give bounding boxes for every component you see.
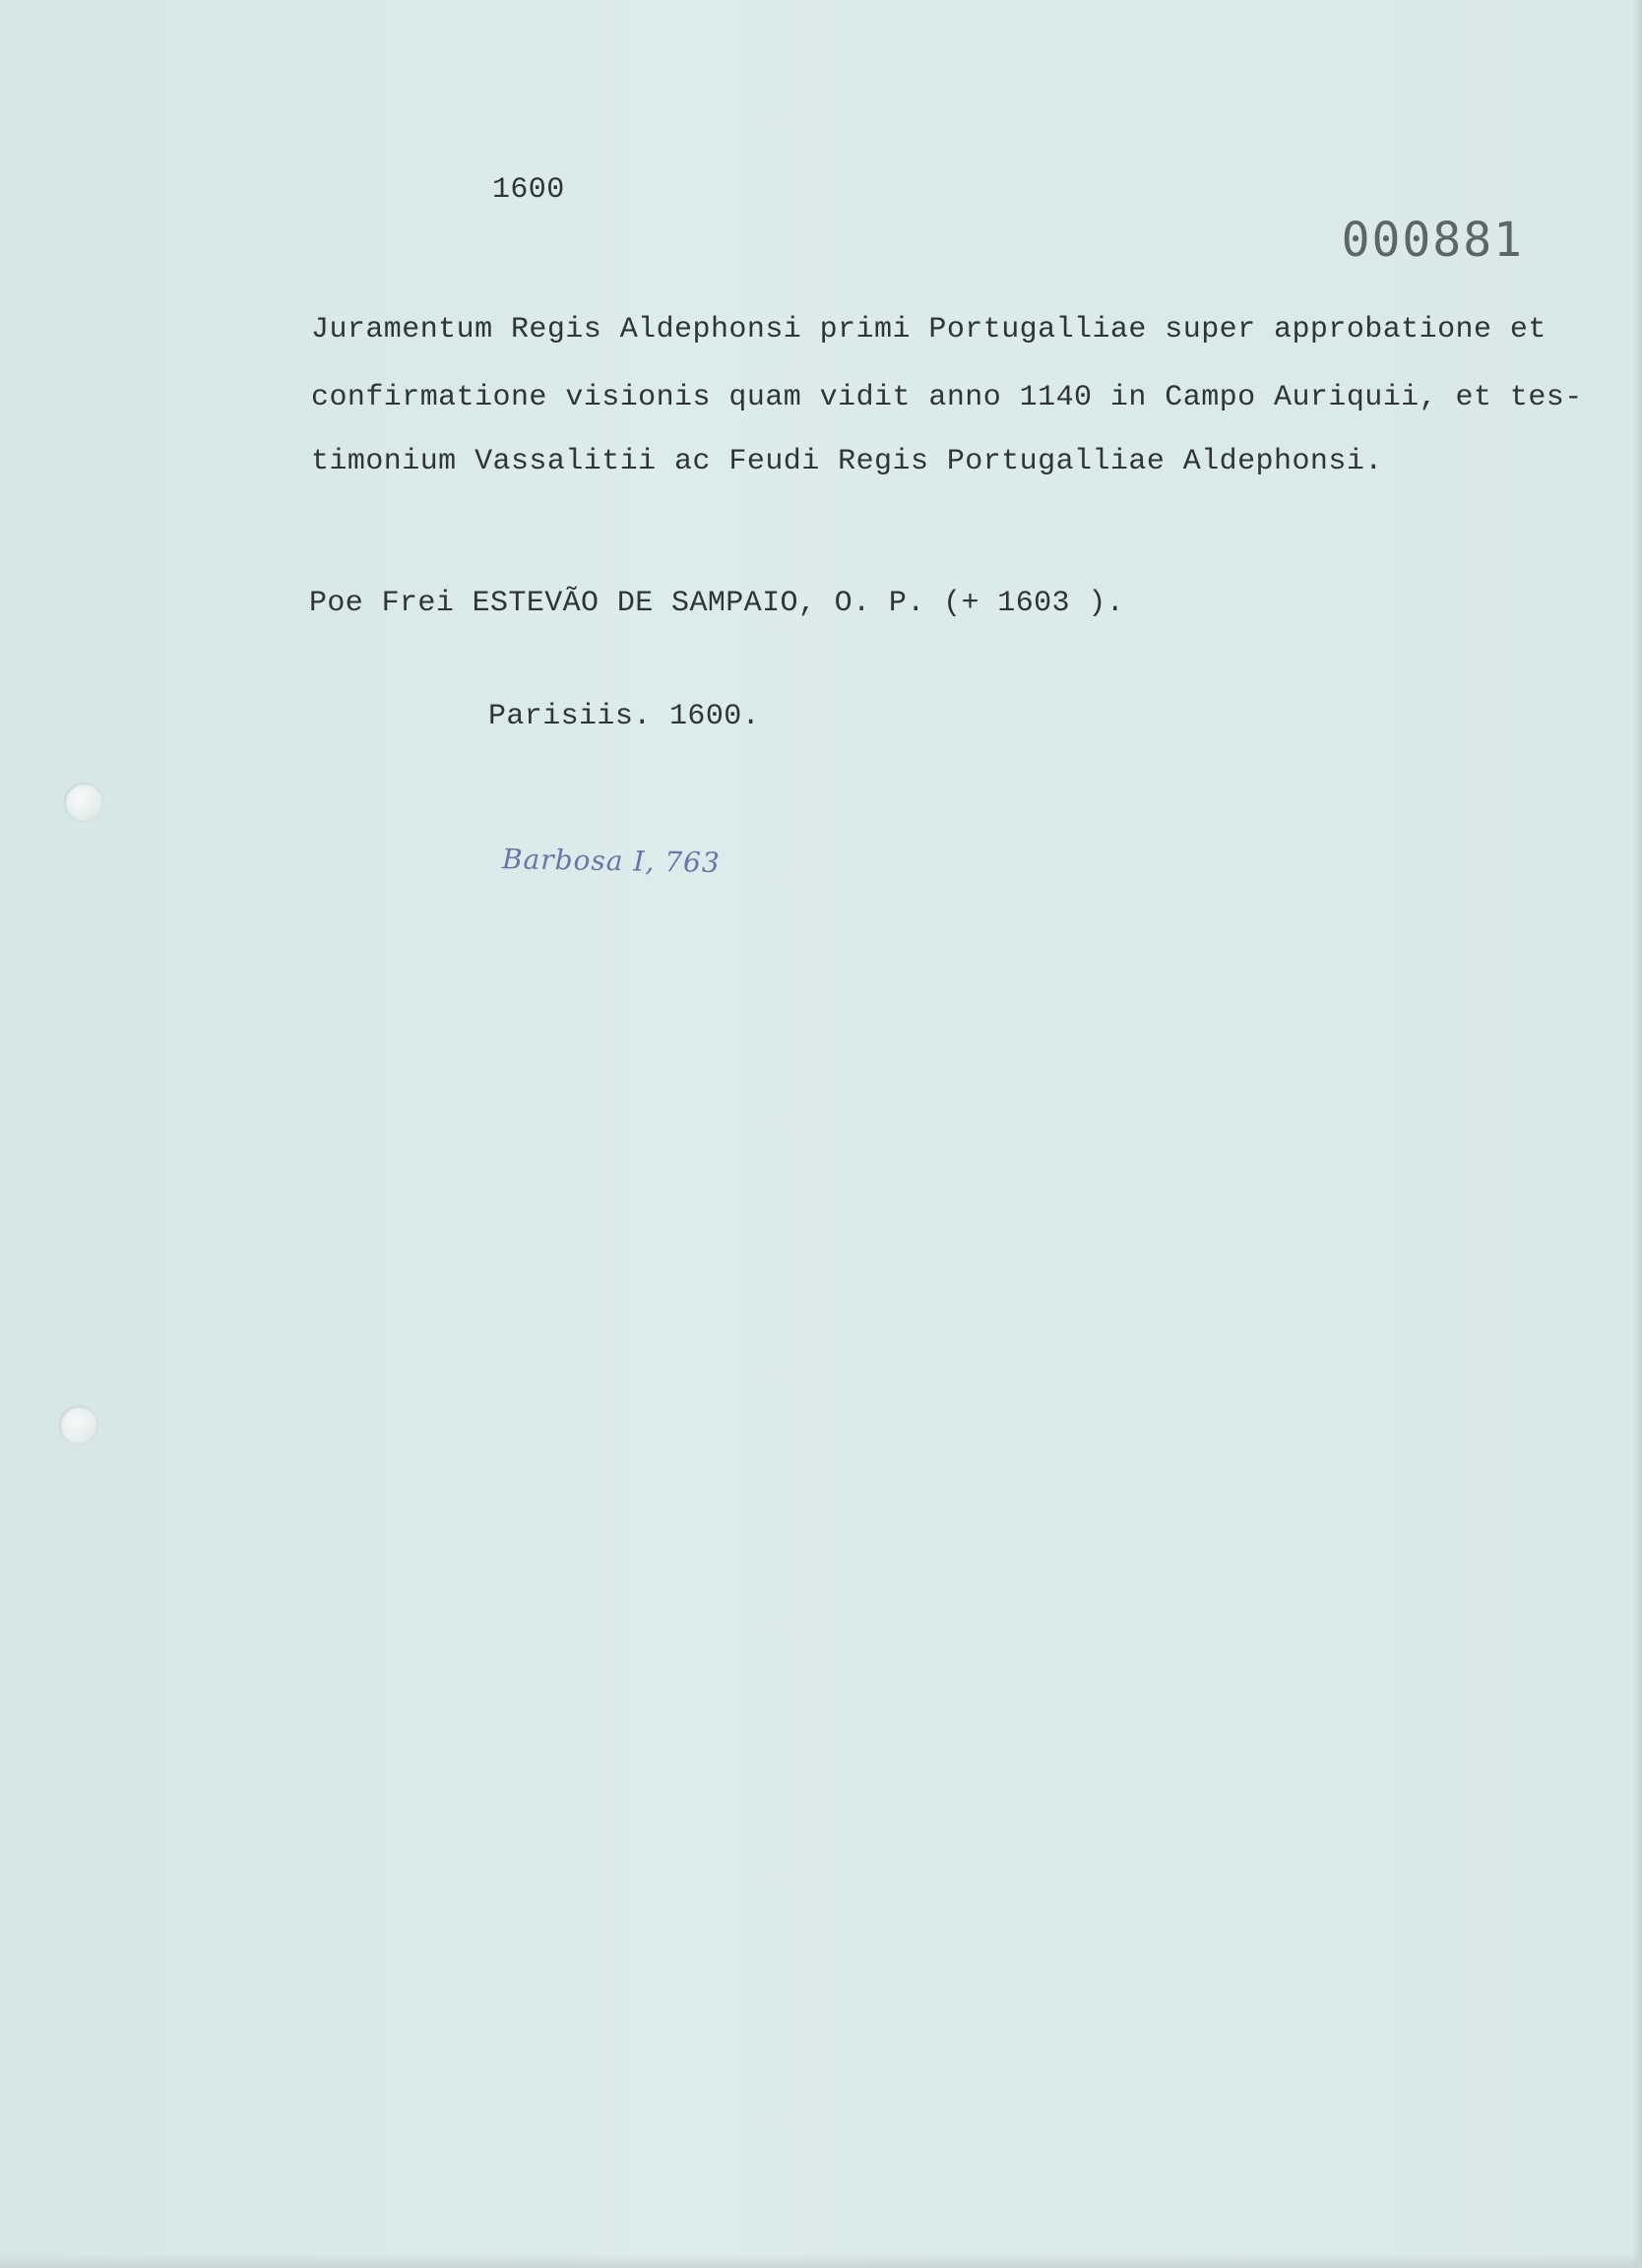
page-edge-shadow [1632,0,1642,2268]
archive-number: 000881 [1341,213,1524,268]
place-date-line: Parisiis. 1600. [488,700,761,733]
title-line-3: timonium Vassalitii ac Feudi Regis Portugalliae Aldephonsi. [311,445,1383,478]
page-bottom-strip [0,2254,1642,2268]
author-line: Poe Frei ESTEVÃO DE SAMPAIO, O. P. (+ 1603 ). [309,587,1125,620]
handwritten-reference: Barbosa I, 763 [501,843,721,879]
document-year: 1600 [492,173,565,207]
punch-hole-icon [64,783,103,822]
punch-hole-icon [59,1406,98,1445]
title-line-1: Juramentum Regis Aldephonsi primi Portugalliae super approbatione et [311,313,1547,346]
title-line-2: confirmatione visionis quam vidit anno 1140 in Campo Auriquii, et tes- [311,381,1583,414]
